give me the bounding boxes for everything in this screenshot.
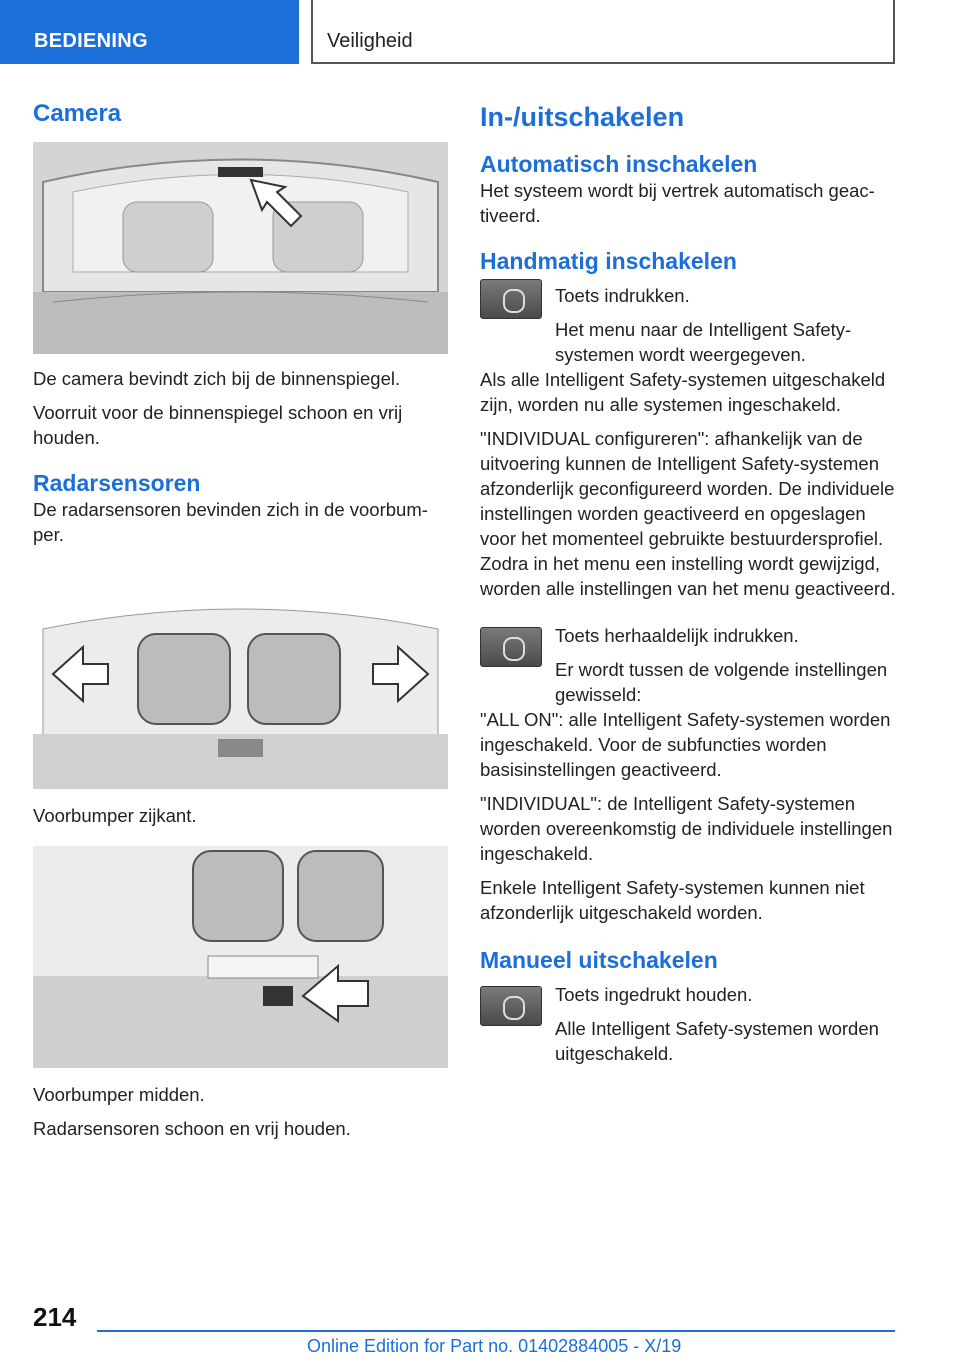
radar-text-1: De radarsensoren bevinden zich in de voorbumper. <box>33 499 428 545</box>
manual-heading: Handmatig inschakelen <box>480 248 737 274</box>
off-text-1: Toets ingedrukt houden. <box>555 984 753 1005</box>
bumper-center-illustration <box>33 846 448 1068</box>
repeat-text-5: Enkele Intelligent Safety-systemen kunnen niet afzonderlijk uitgeschakeld worden. <box>480 877 865 923</box>
left-column <box>33 100 448 1141</box>
caption-bumper-side: Voorbumper zijkant. <box>33 805 197 826</box>
manual-text-3: Als alle Intelligent Safety-systemen uitgeschakeld zijn, worden nu alle systemen ingeschakeld. <box>480 369 886 415</box>
auto-text: Het systeem wordt bij vertrek automatisch geactiveerd. <box>480 180 875 226</box>
off-button-block <box>480 982 896 1066</box>
repeat-button-block <box>480 623 896 707</box>
repeat-text-4: "INDIVIDUAL": de Intelligent Safety-systemen worden overeenkomstig de individuele instellingen ingeschakeld. <box>480 793 893 864</box>
bumper-side-illustration <box>33 569 448 789</box>
header-section-label: BEDIENING <box>34 30 148 52</box>
camera-heading: Camera <box>33 100 122 127</box>
repeat-text-1: Toets herhaaldelijk indrukken. <box>555 625 799 646</box>
camera-text-1: De camera bevindt zich bij de binnenspiegel. <box>33 368 401 389</box>
off-text-2: Alle Intelligent Safety-systemen worden uitgeschakeld. <box>555 1018 879 1064</box>
toggle-heading: In-/uitschakelen <box>480 102 685 132</box>
off-heading: Manueel uitschakelen <box>480 947 718 973</box>
header-section-tab <box>0 0 299 64</box>
right-column <box>480 100 896 1066</box>
header-chapter-tab <box>311 0 895 64</box>
caption-bumper-center: Voorbumper midden. <box>33 1084 205 1105</box>
repeat-text-3: "ALL ON": alle Intelligent Safety-systemen worden ingeschakeld. Voor de subfuncties worden basisinstellingen geactiveerd. <box>480 709 891 780</box>
radar-text-2: Radarsensoren schoon en vrij houden. <box>33 1118 351 1139</box>
page-number: 214 <box>33 1302 77 1332</box>
camera-illustration <box>33 142 448 354</box>
manual-text-4: "INDIVIDUAL configureren": afhankelijk van de uitvoering kunnen de Intelligent Safety-systemen afzonderlijk geconfigureerd worden. De individuele instellingen worden geactiveerd en opgeslagen voor het momenteel gebruikte bestuurdersprofiel. Zodra in het menu een instelling wordt gewijzigd, worden alle instellingen van het menu geactiveerd. <box>480 428 896 599</box>
camera-text-2: Voorruit voor de binnenspiegel schoon en vrij houden. <box>33 402 403 448</box>
repeat-text-2: Er wordt tussen de volgende instellingen gewisseld: <box>555 659 888 705</box>
auto-heading: Automatisch inschakelen <box>480 151 758 177</box>
safety-button-icon <box>480 279 542 319</box>
footer-edition: Online Edition for Part no. 01402884005 - X/19 <box>307 1336 682 1356</box>
radar-heading: Radarsensoren <box>33 470 201 496</box>
safety-button-icon <box>480 986 542 1026</box>
header-chapter-label: Veiligheid <box>327 30 413 52</box>
manual-button-block <box>480 275 896 367</box>
safety-button-icon <box>480 627 542 667</box>
manual-text-1: Toets indrukken. <box>555 285 690 306</box>
footer-divider <box>97 1330 895 1332</box>
manual-text-2: Het menu naar de Intelligent Safety-systemen wordt weergegeven. <box>555 319 852 365</box>
